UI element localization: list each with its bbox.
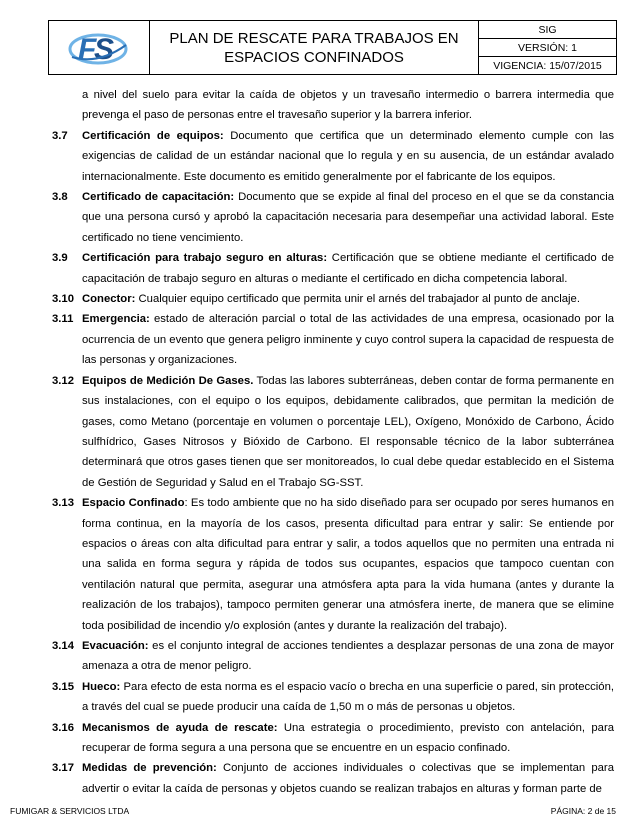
- definition-number: 3.10: [52, 293, 74, 306]
- definition-text: [82, 677, 614, 718]
- continuation-paragraph: a nivel del suelo para evitar la caída de objetos y un travesaño intermedio o barrera intermedia que prevenga el paso de personas entre el travesaño superior y la barrera inferior.: [82, 89, 614, 122]
- definition-number: 3.7: [52, 129, 68, 142]
- svg-text:S: S: [94, 32, 115, 66]
- definition-description: : Es todo ambiente que no ha sido diseñado para ser ocupado por seres humanos en forma continua, en la mayoría de los casos, presenta dificultad para entrar y salir: Se entiende por espacios o áreas con alta dificultad para entrar y salir, a todos aquellos que no permiten una entrada ni una salida en forma segura y rápida de todos sus ocupantes, espacios que tampoco cuentan con ventilación natural que permita, asegurar una atmósfera apta para la vida humana (antes y durante la realización de los trabajos), tampoco permiten generar una atmósfera inerte, de manera que se elimine toda posibilidad de incendio y/o explosión (antes y durante la realización del trabajo).: [82, 497, 615, 632]
- definition-number: 3.17: [52, 762, 74, 775]
- definition-term: Emergencia:: [82, 313, 150, 326]
- company-logo-icon: [64, 27, 134, 69]
- meta-sig: SIG: [479, 21, 616, 39]
- definition-item: [52, 493, 614, 636]
- footer-company: FUMIGAR & SERVICIOS LTDA: [10, 806, 130, 816]
- definition-item: [52, 371, 614, 493]
- definition-item: [52, 187, 614, 248]
- meta-version: VERSIÓN: 1: [479, 39, 616, 57]
- definition-text: [82, 371, 614, 493]
- definition-description: es el conjunto integral de acciones tendientes a desplazar personas de una zona de mayor amenaza a otra de menor peligro.: [82, 639, 614, 673]
- definition-number: 3.8: [52, 191, 68, 204]
- definition-text: [82, 309, 614, 370]
- definition-term: Equipos de Medición De Gases.: [82, 374, 254, 387]
- definition-item: [52, 248, 614, 289]
- definition-number: 3.15: [52, 680, 74, 693]
- definition-description: Para efecto de esta norma es el espacio vacío o brecha en una superficie o pared, sin protección, a través del cual se puede producir una caída de 1,50 m o más de personas u objetos.: [82, 680, 614, 714]
- definition-text: [82, 187, 614, 248]
- definition-number: 3.13: [52, 497, 74, 510]
- definition-number: 3.16: [52, 721, 74, 734]
- definition-item: [52, 677, 614, 718]
- definition-number: 3.11: [52, 313, 74, 326]
- definition-description: Documento que certifica que un determinado elemento cumple con las exigencias de calidad de un estándar nacional que lo regula y en su ausencia, de un estándar avalado internacionalmente. Este documento es emitido generalmente por el fabricante de los equipos.: [82, 129, 614, 183]
- definition-item: [52, 636, 614, 677]
- meta-vigencia: VIGENCIA: 15/07/2015: [493, 59, 602, 72]
- definition-text: [82, 493, 614, 636]
- document-title: [150, 21, 479, 74]
- title-line-1: PLAN DE RESCATE PARA TRABAJOS EN: [169, 29, 459, 47]
- definition-text: [82, 248, 614, 289]
- document-footer: [10, 806, 616, 816]
- definition-item: [52, 309, 614, 370]
- definition-text: [82, 636, 614, 677]
- definition-term: Espacio Confinado: [82, 497, 185, 510]
- definition-text: [82, 289, 614, 309]
- definition-term: Hueco:: [82, 680, 121, 693]
- definition-description: estado de alteración parcial o total de las actividades de una empresa, ocasionado por la ocurrencia de un evento que genera peligro inminente y cuyo control supera la capacidad de respuesta de las personas y organizaciones.: [82, 313, 614, 367]
- title-line-2: ESPACIOS CONFINADOS: [224, 48, 404, 66]
- svg-text:F: F: [78, 32, 97, 66]
- definition-term: Medidas de prevención:: [82, 762, 217, 775]
- definition-term: Certificado de capacitación:: [82, 191, 235, 204]
- definition-text: [82, 126, 614, 187]
- definition-item: [52, 289, 614, 309]
- definition-term: Certificación de equipos:: [82, 129, 224, 142]
- definition-number: 3.9: [52, 252, 68, 265]
- definition-description: Una estrategia o procedimiento, previsto con antelación, para recuperar de forma segura a una persona que se encuentre en un espacio confinado.: [82, 721, 614, 754]
- document-body: [52, 85, 614, 799]
- definition-description: Cualquier equipo certificado que permita unir el arnés del trabajador al punto de anclaje.: [135, 293, 580, 306]
- definition-term: Conector:: [82, 293, 136, 306]
- definition-item: [52, 126, 614, 187]
- definition-text: [82, 758, 614, 799]
- definition-text: [82, 718, 614, 759]
- definition-term: Evacuación:: [82, 639, 149, 652]
- definition-term: Mecanismos de ayuda de rescate:: [82, 721, 278, 734]
- document-header: [48, 20, 617, 75]
- company-logo: [49, 21, 150, 74]
- footer-page-number: PÁGINA: 2 de 15: [550, 806, 616, 816]
- definition-description: Certificación que se obtiene mediante el certificado de capacitación de trabajo seguro en alturas o mediante el certificado en dicha competencia laboral.: [82, 252, 614, 285]
- definition-description: Todas las labores subterráneas, deben contar de forma permanente en sus instalaciones, con el equipo o los equipos, debidamente calibrados, que permitan la medición de gases, como Metano (porcentaje en volumen o porcentaje LEL), Oxígeno, Monóxido de Carbono, Ácido sulfhídrico, Gases Nitrosos y Bióxido de Carbono. El responsable técnico de la labor subterránea determinará que otros gases tienen que ser monitoreados, lo cual debe quedar establecido en el Sistema de Gestión de Seguridad y Salud en el Trabajo SG-SST.: [82, 374, 614, 489]
- definition-number: 3.14: [52, 639, 74, 652]
- definition-item: [52, 758, 614, 799]
- definition-number: 3.12: [52, 374, 74, 387]
- definition-term: Certificación para trabajo seguro en alturas:: [82, 252, 328, 265]
- definition-list: [52, 126, 614, 799]
- definition-description: Conjunto de acciones individuales o colectivas que se implementan para advertir o evitar la caída de personas y objetos cuando se realizan trabajos en alturas y forman parte de: [82, 762, 614, 795]
- definition-item: [52, 718, 614, 759]
- document-meta: [479, 21, 616, 74]
- definition-description: Documento que se expide al final del proceso en el que se da constancia que una persona cursó y aprobó la capacitación necesaria para desempeñar una actividad laboral. Este certificado no tiene vencimiento.: [82, 191, 614, 244]
